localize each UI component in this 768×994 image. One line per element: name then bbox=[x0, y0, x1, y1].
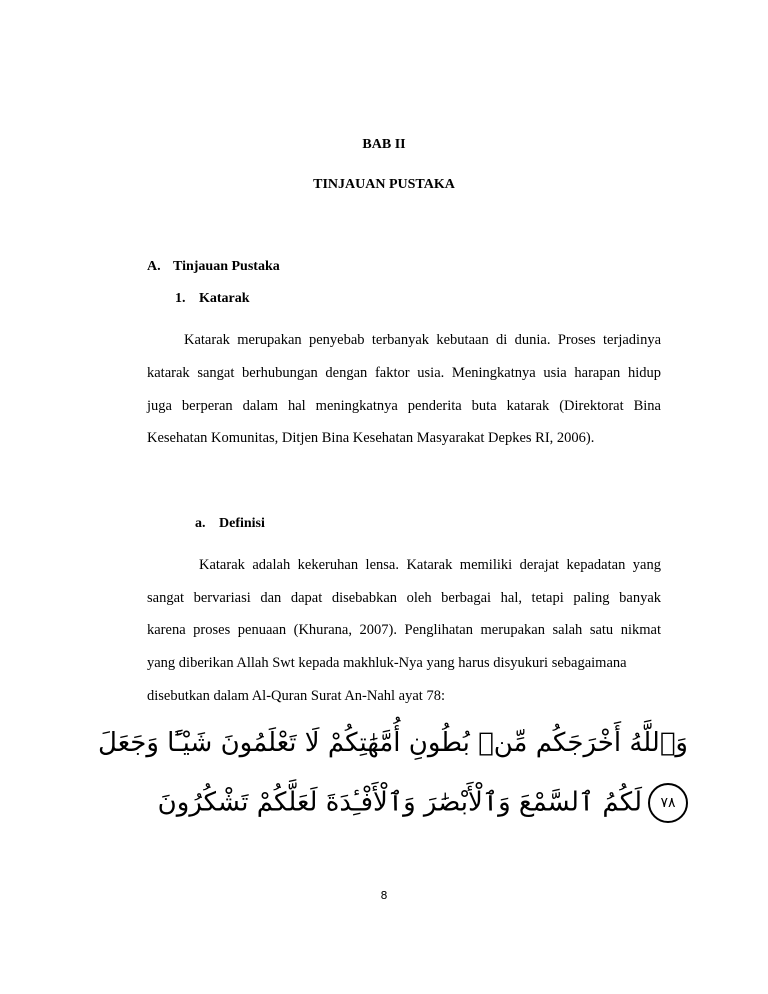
paragraph-line: sangat bervariasi dan dapat disebabkan oleh berbagai hal, tetapi paling banyak bbox=[147, 590, 661, 606]
subsection-1-label: 1. bbox=[175, 291, 186, 306]
paragraph-line: Katarak adalah kekeruhan lensa. Katarak memiliki derajat kepadatan yang bbox=[199, 557, 661, 573]
subsection-1-title: Katarak bbox=[199, 291, 250, 306]
paragraph-line: yang diberikan Allah Swt kepada makhluk-Nya yang harus disyukuri sebagaimana bbox=[147, 655, 627, 671]
section-a-title: Tinjauan Pustaka bbox=[173, 259, 280, 274]
section-a-heading bbox=[147, 259, 280, 275]
paragraph-line: Katarak merupakan penyebab terbanyak kebutaan di dunia. Proses terjadinya bbox=[184, 332, 661, 348]
ayah-number-mark: ٧٨ bbox=[648, 783, 688, 823]
paragraph-line: juga berperan dalam hal meningkatnya penderita buta katarak (Direktorat Bina bbox=[147, 398, 661, 414]
verse-line: وَٱللَّهُ أَخْرَجَكُم مِّنۢ بُطُونِ أُمَّهَٰتِكُمْ لَا تَعْلَمُونَ شَيْـًٔا وَجَعَلَ bbox=[98, 728, 688, 758]
subsection-a-title: Definisi bbox=[219, 516, 265, 531]
section-a-label: A. bbox=[147, 259, 161, 274]
chapter-title: TINJAUAN PUSTAKA bbox=[313, 177, 455, 192]
subsection-a-heading bbox=[195, 516, 265, 532]
paragraph-line: karena proses penuaan (Khurana, 2007). Penglihatan merupakan salah satu nikmat bbox=[147, 622, 661, 638]
verse-line-2 bbox=[157, 783, 688, 823]
subsection-1-heading bbox=[175, 291, 250, 307]
paragraph-line: disebutkan dalam Al-Quran Surat An-Nahl ayat 78: bbox=[147, 688, 445, 704]
paragraph-line: katarak sangat berhubungan dengan faktor usia. Meningkatnya usia harapan hidup bbox=[147, 365, 661, 381]
paragraph-line: Kesehatan Komunitas, Ditjen Bina Kesehatan Masyarakat Depkes RI, 2006). bbox=[147, 430, 595, 446]
verse-line-text: لَكُمُ ٱلسَّمْعَ وَٱلْأَبْصَٰرَ وَٱلْأَفْـِٔدَةَ لَعَلَّكُمْ تَشْكُرُونَ bbox=[157, 787, 642, 818]
page-number: 8 bbox=[380, 889, 388, 902]
chapter-number: BAB II bbox=[362, 137, 406, 152]
subsection-a-label: a. bbox=[195, 516, 206, 531]
